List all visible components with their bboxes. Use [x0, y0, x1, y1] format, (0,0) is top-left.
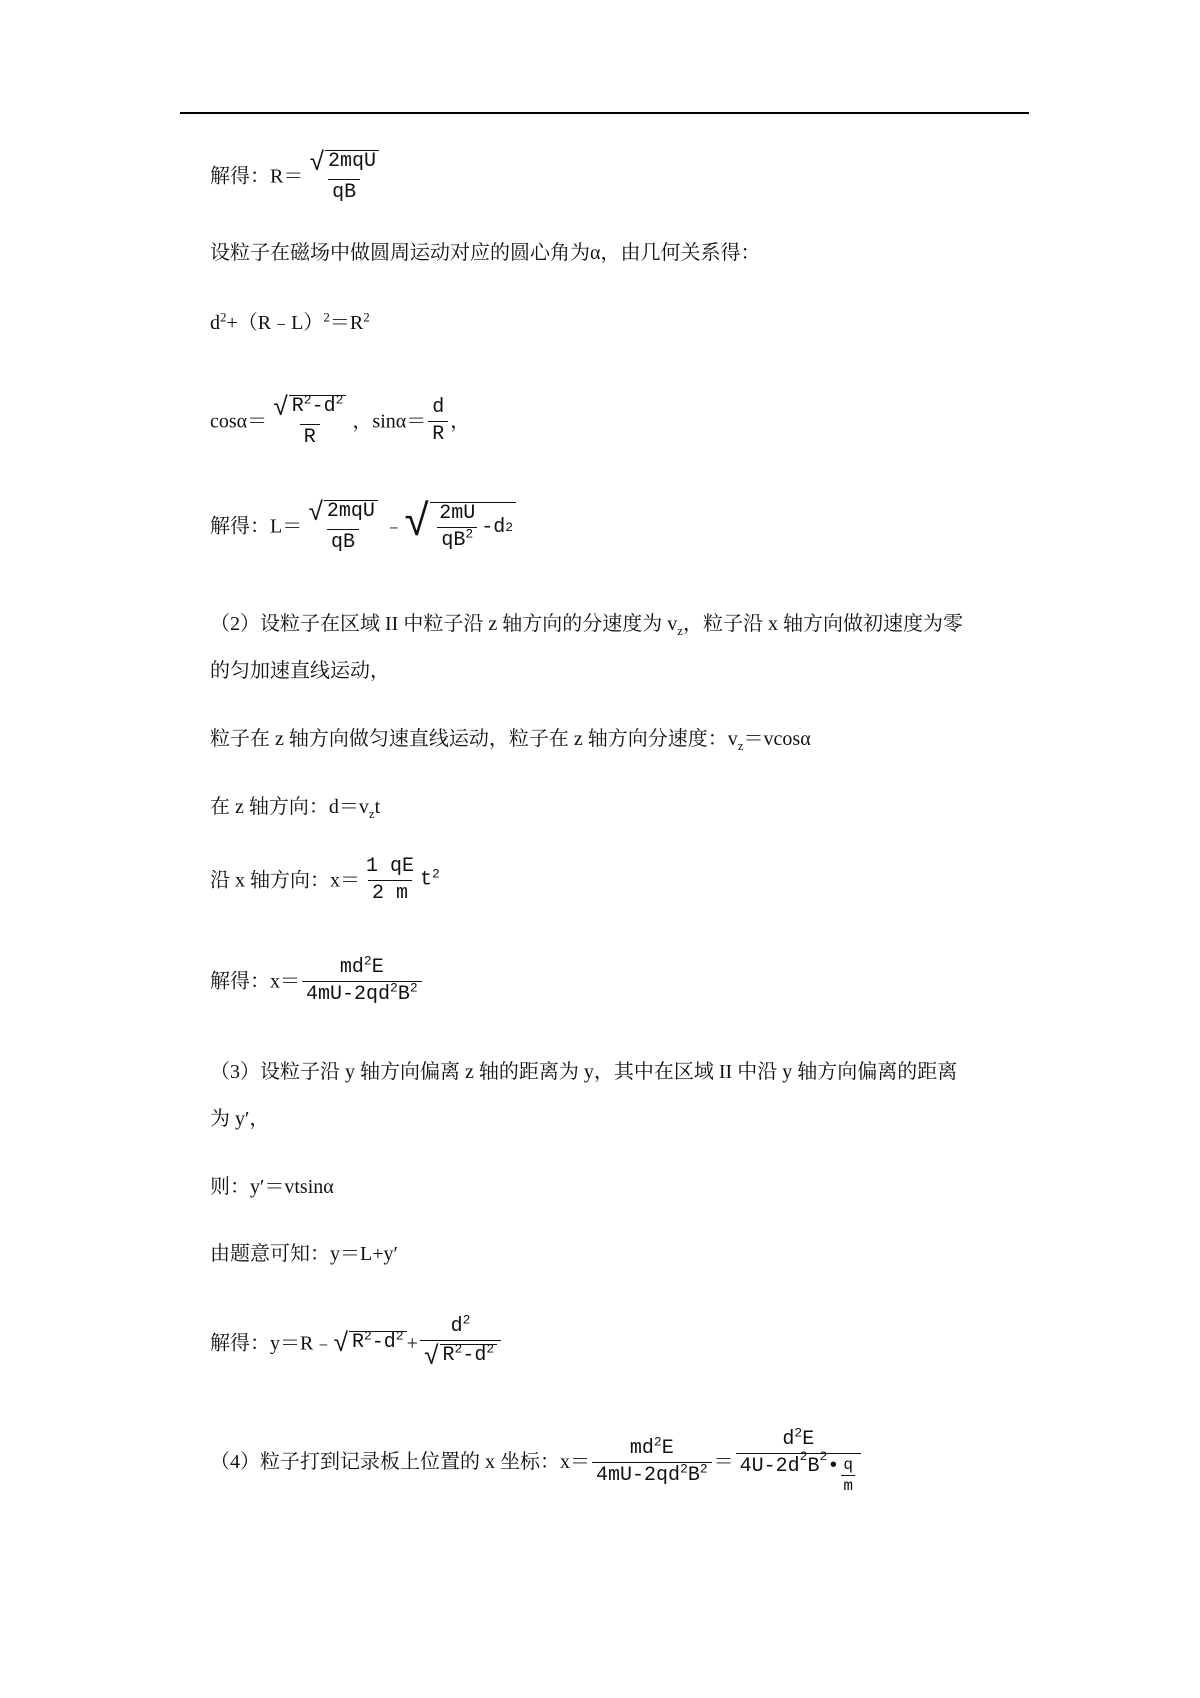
- line-solve-x: 解得：x＝ $\frac{md^2E}{4mU-2qd^2B^2}$: [210, 958, 424, 1005]
- paragraph-2-line-2: 的匀加速直线运动，: [210, 660, 390, 682]
- line-equation-d2: $d^2+(R﹣L)^2=R^2$: [210, 309, 370, 334]
- paragraph-2-line-1: （2）设粒子在区域 II 中粒子沿 z 轴方向的分速度为 $v_z$，粒子沿 x 轴方向做初速度为零: [210, 613, 963, 638]
- sqrt-l2: √ $\frac{2mU}{qB^2}$ -d 2: [404, 502, 516, 551]
- line-cos-sin: cosα＝ √ $R^2-d^2$ R ，sinα＝ $\frac{d}{R}$ ，: [210, 392, 471, 449]
- sqrt: √ $R^2-d^2$: [273, 395, 346, 421]
- fraction-y: $d^2$ √ $R^2-d^2$: [420, 1317, 501, 1370]
- line-y-prime: 则：y′＝vtsinα: [210, 1176, 334, 1198]
- line-x-direction: 沿 x 轴方向：x＝ $\frac{1 qE}{2 m}$ $t^2$: [210, 855, 440, 905]
- fraction-x-solved: $\frac{md^2E}{4mU-2qd^2B^2}$: [302, 958, 422, 1005]
- fraction-r: √ 2mqU qB: [305, 150, 383, 203]
- line-y-sum: 由题意可知：y＝L+y′: [210, 1243, 398, 1265]
- fraction-x-final-2: $d^2E$ 4U-2d 2 B 2 • $\frac{q}{m}$: [736, 1430, 861, 1494]
- paragraph-3-line-1: （3）设粒子沿 y 轴方向偏离 z 轴的距离为 y，其中在区域 II 中沿 y 轴方向偏离的距离: [210, 1061, 958, 1083]
- sqrt: √ 2mqU: [309, 150, 379, 176]
- fraction-x-final-1: $\frac{md^2E}{4mU-2qd^2B^2}$: [592, 1439, 712, 1486]
- line-solve-l: 解得：L＝ √ 2mqU qB ﹣ √ $\frac{2mU}{qB^2}$ -d 2: [210, 500, 516, 553]
- sqrt: √ $R^2-d^2$: [424, 1344, 497, 1370]
- line-solve-y: 解得：y＝R﹣ √ $R^2-d^2$ + $d^2$ √ $R^2-d^2$: [210, 1317, 503, 1370]
- line-z-direction: 在 z 轴方向：$d=v_zt$: [210, 796, 381, 821]
- fraction-sin: $\frac{d}{R}$: [428, 398, 448, 445]
- header-rule: [180, 112, 1029, 114]
- line-geometry-intro: 设粒子在磁场中做圆周运动对应的圆心角为α，由几何关系得：: [210, 242, 761, 264]
- fraction-x: $\frac{1 qE}{2 m}$: [366, 855, 415, 905]
- fraction-cos: √ $R^2-d^2$ R: [269, 395, 350, 448]
- fraction-q-over-m: $\frac{q}{m}$: [843, 1456, 853, 1495]
- line-solve-r: [210, 150, 385, 203]
- sqrt: √ 2mqU: [308, 500, 378, 526]
- paragraph-4: （4）粒子打到记录板上位置的 x 坐标：x＝ $\frac{md^2E}{4mU-2qd^2B^2}$ ＝ $d^2E$ 4U-2d 2 B 2 • $\frac{q}{m}$: [210, 1430, 863, 1494]
- line-z-velocity: 粒子在 z 轴方向做匀速直线运动，粒子在 z 轴方向分速度：$v_z=vcos\alpha$: [210, 728, 811, 753]
- fraction-l1: √ 2mqU qB: [304, 500, 382, 553]
- line-label: 解得：R＝: [210, 165, 304, 188]
- sqrt-y: √ $R^2-d^2$: [333, 1331, 406, 1357]
- paragraph-3-line-2: 为 y′，: [210, 1108, 270, 1130]
